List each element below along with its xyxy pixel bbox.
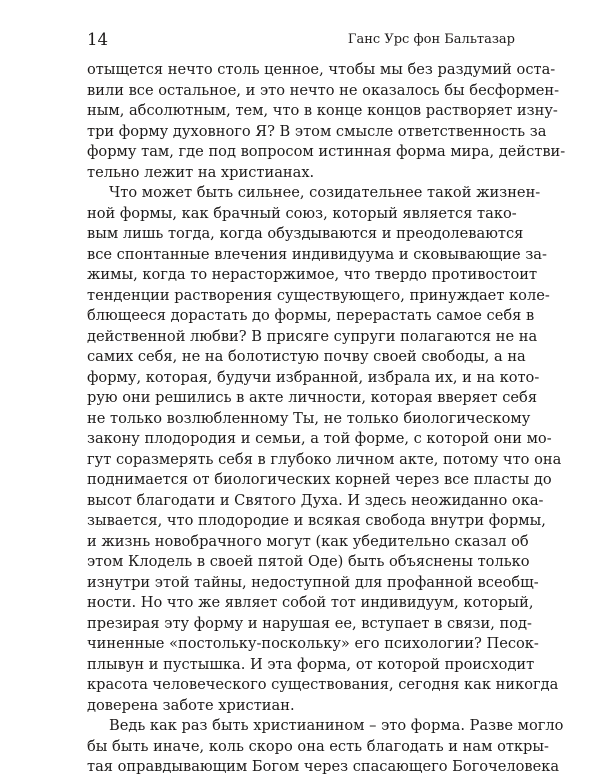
- text-line: тенденции растворения существующего, принуждает коле-: [87, 286, 550, 304]
- text-line: изнутри этой тайны, недоступной для профанной всеобщ-: [87, 573, 539, 591]
- paragraph: [87, 716, 564, 778]
- text-line: вым лишь тогда, когда обуздываются и преодолеваются: [87, 225, 524, 242]
- text-line: и жизнь новобрачного могут (как убедительно сказал об: [87, 532, 529, 550]
- text-line: все спонтанные влечения индивидуума и сковывающие за-: [87, 245, 547, 263]
- text-line: самих себя, не на болотистую почву своей свободы, а на: [87, 348, 526, 365]
- text-line: вили все остальное, и это нечто не оказалось бы бесформен-: [87, 81, 560, 99]
- text-line: зывается, что плодородие и всякая свобода внутри формы,: [87, 512, 546, 529]
- text-line: этом Клодель в своей пятой Оде) быть объяснены только: [87, 553, 530, 570]
- text-line: форму там, где под вопросом истинная форма мира, действи-: [87, 143, 566, 160]
- text-line: Что может быть сильнее, созидательнее такой жизнен-: [109, 184, 541, 201]
- text-line: поднимается от биологических корней через все пласты до: [87, 471, 552, 488]
- text-line: презирая эту форму и нарушая ее, вступает в связи, под-: [87, 614, 532, 632]
- text-line: плывун и пустышка. И эта форма, от которой происходит: [87, 655, 535, 673]
- text-line: три форму духовного Я? В этом смысле ответственность за: [87, 122, 547, 140]
- paragraph: [87, 183, 562, 716]
- page-number: 14: [87, 30, 108, 49]
- text-line: чиненные «постольку-поскольку» его психологии? Песок-: [87, 635, 539, 652]
- text-line: блющееся дорастать до формы, перерастать самое себя в: [87, 307, 535, 324]
- text-line: гут соразмерять себя в глубоко личном акте, потому что она: [87, 450, 562, 468]
- text-line: доверена заботе христиан.: [87, 696, 295, 714]
- text-line: не только возлюбленному Ты, не только биологическому: [87, 409, 531, 427]
- text-line: высот благодати и Святого Духа. И здесь неожиданно ока-: [87, 491, 544, 509]
- text-line: ным, абсолютным, тем, что в конце концов растворяет изну-: [87, 102, 558, 119]
- paragraph: [87, 60, 566, 183]
- text-line: тельно лежит на христианах.: [87, 163, 315, 181]
- text-line: рую они решились в акте личности, которая вверяет себя: [87, 389, 538, 406]
- text-line: красота человеческого существования, сегодня как никогда: [87, 676, 559, 693]
- running-title: Ганс Урс фон Бальтазар: [347, 32, 515, 47]
- text-line: Ведь как раз быть христианином – это форма. Разве могло: [109, 717, 564, 734]
- text-line: действенной любви? В присяге супруги полагаются не на: [87, 327, 538, 345]
- text-line: тая оправдывающим Богом через спасающего Богочеловека: [87, 758, 560, 775]
- text-line: закону плодородия и семьи, а той форме, с которой они мо-: [87, 430, 552, 447]
- text-line: бы быть иначе, коль скоро она есть благодать и нам откры-: [87, 737, 549, 755]
- text-line: жимы, когда то нерасторжимое, что твердо противостоит: [87, 266, 538, 283]
- page-header: [87, 30, 515, 52]
- body-text: [87, 60, 566, 778]
- text-line: ности. Но что же являет собой тот индивидуум, который,: [87, 594, 534, 611]
- text-line: отыщется нечто столь ценное, чтобы мы без раздумий оста-: [87, 61, 556, 78]
- text-line: ной формы, как брачный союз, который является тако-: [87, 204, 517, 222]
- text-line: форму, которая, будучи избранной, избрала их, и на кото-: [87, 368, 540, 386]
